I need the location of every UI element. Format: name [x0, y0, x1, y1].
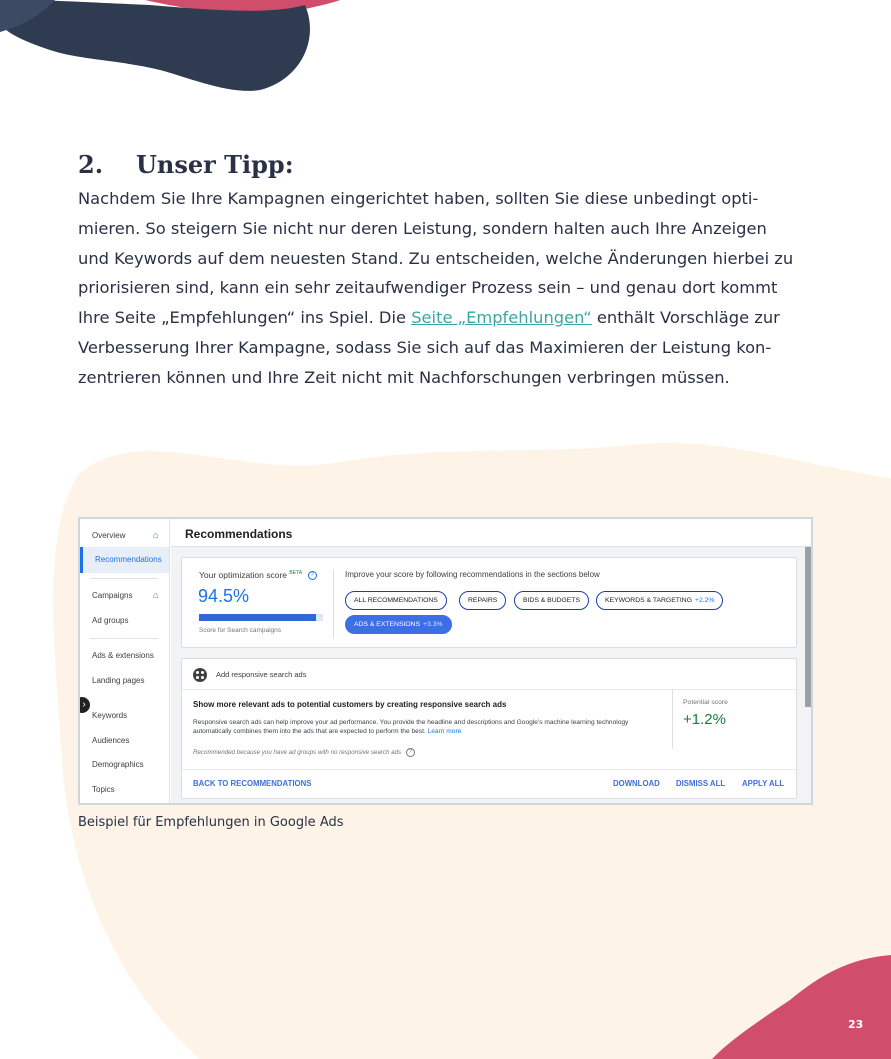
chip-bids-budgets[interactable] [514, 591, 589, 610]
sidebar-item-topics[interactable]: Topics [92, 785, 115, 794]
divider [182, 689, 796, 690]
card-header: Add responsive search ads [216, 670, 307, 679]
card-title: Show more relevant ads to potential customers by creating responsive search ads [193, 700, 507, 709]
score-caption: Score for Search campaigns [199, 627, 282, 634]
navy-blob-top [0, 0, 310, 91]
chip-label: KEYWORDS & TARGETING [605, 597, 692, 604]
download-button[interactable]: DOWNLOAD [613, 779, 660, 788]
scrollbar[interactable] [805, 547, 811, 707]
chip-repairs[interactable] [459, 591, 506, 610]
body-line: priorisieren sind, kann ein sehr zeitaufwendiger Prozess sein – und genau dort kommt [78, 278, 778, 298]
dismiss-all-button[interactable]: DISMISS ALL [676, 779, 726, 788]
chip-label: ADS & EXTENSIONS [354, 621, 421, 628]
divider [672, 689, 673, 749]
chip-all-recommendations[interactable] [345, 591, 447, 610]
apps-icon [193, 668, 207, 682]
score-bar [199, 614, 323, 621]
figure-caption: Beispiel für Empfehlungen in Google Ads [78, 815, 344, 830]
body-line: zentrieren können und Ihre Zeit nicht mit Nachforschungen verbringen müssen. [78, 367, 730, 387]
sidebar-item-recommendations[interactable]: Recommendations [80, 547, 169, 573]
chip-label: REPAIRS [468, 597, 498, 604]
potential-score-value: +1.2% [683, 711, 726, 728]
recommendation-card [181, 658, 797, 799]
sidebar-item-audiences[interactable]: Audiences [92, 736, 130, 745]
help-icon[interactable]: ? [308, 571, 317, 580]
main-area [171, 547, 811, 803]
score-bar-fill [199, 614, 316, 621]
divider [182, 769, 796, 770]
score-label [199, 570, 317, 580]
page-title: Recommendations [185, 527, 293, 541]
body-line: und Keywords auf dem neuesten Stand. Zu entscheiden, welche Änderungen hierbei zu [78, 248, 794, 268]
card-reason-text: Recommended because you have ad groups with no responsive search ads [193, 749, 402, 757]
potential-score-label: Potential score [683, 699, 728, 706]
divider [90, 578, 158, 579]
card-description-text: Responsive search ads can help improve your ad performance. You provide the headline and descriptions and Google’s machine learning technology automatically combines them into the ads that are expected to perform the best. [193, 719, 629, 735]
body-line: Verbesserung Ihrer Kampagne, sodass Sie sich auf das Maximieren der Leistung kon- [78, 337, 772, 357]
learn-more-link[interactable]: Learn more [427, 727, 462, 735]
home-icon: ⌂ [153, 590, 159, 600]
sidebar [80, 519, 170, 803]
card-description [193, 719, 663, 736]
sidebar-item-demographics[interactable]: Demographics [92, 760, 144, 769]
body-line [78, 303, 818, 333]
score-value: 94.5% [198, 586, 250, 606]
back-to-recommendations-button[interactable]: BACK TO RECOMMENDATIONS [193, 779, 312, 788]
body-line: mieren. So steigern Sie nicht nur deren Leistung, sondern halten auch Ihre Anzeigen [78, 218, 767, 238]
google-ads-screenshot [78, 517, 813, 805]
chip-label: BIDS & BUDGETS [523, 597, 581, 604]
sidebar-item-landing-pages[interactable]: Landing pages [92, 676, 145, 685]
chip-percent: +2.2% [695, 597, 715, 604]
empfehlungen-link[interactable]: Seite „Empfehlungen“ [411, 308, 592, 328]
score-card [181, 557, 797, 648]
body-line: Nachdem Sie Ihre Kampagnen eingerichtet haben, sollten Sie diese unbedingt opti- [78, 189, 759, 208]
sidebar-item-overview[interactable]: Overview [92, 531, 126, 540]
chip-keywords-targeting[interactable] [596, 591, 723, 610]
chip-percent: +3.3% [423, 621, 443, 628]
top-bar [171, 519, 811, 547]
apply-all-button[interactable]: APPLY ALL [742, 779, 785, 788]
home-icon: ⌂ [153, 530, 159, 540]
body-line-text: Ihre Seite „Empfehlungen“ ins Spiel. Die [78, 308, 412, 328]
body-line-text: enthält Vorschläge zur [591, 308, 780, 328]
sidebar-item-campaigns[interactable]: Campaigns [92, 591, 133, 600]
divider [333, 570, 334, 638]
divider [90, 638, 158, 639]
page-number: 23 [848, 1018, 864, 1031]
sidebar-item-keywords[interactable]: Keywords [92, 711, 128, 720]
sidebar-item-ad-groups[interactable]: Ad groups [92, 616, 129, 625]
section-heading [78, 150, 294, 179]
collapse-arrow-icon[interactable]: › [78, 697, 90, 713]
body-paragraph [78, 184, 818, 393]
card-reason [193, 748, 415, 757]
chip-ads-extensions[interactable] [345, 615, 452, 634]
heading-title: Unser Tipp: [136, 150, 294, 179]
chip-label: ALL RECOMMENDATIONS [354, 597, 438, 604]
heading-number: 2. [78, 150, 104, 179]
improve-text: Improve your score by following recommendations in the sections below [345, 570, 600, 579]
sidebar-item-ads-extensions[interactable]: Ads & extensions [92, 651, 154, 660]
score-label-text: Your optimization score [199, 570, 288, 580]
beta-badge: BETA [289, 570, 303, 577]
help-icon[interactable]: ? [406, 748, 415, 757]
